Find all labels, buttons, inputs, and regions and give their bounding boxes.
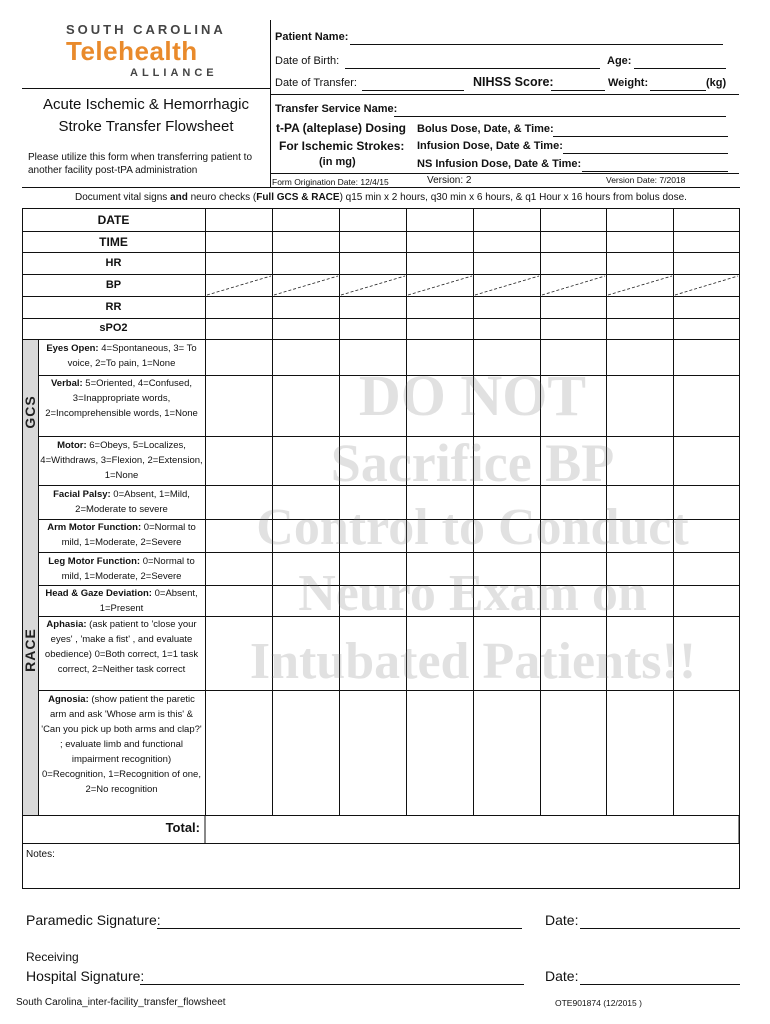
gcs-motor-title: Motor: [57,440,87,451]
tpa-line3: (in mg) [319,156,356,168]
nihss-label: NIHSS Score: [473,75,554,89]
hospital-date-field[interactable] [580,968,740,985]
version: Version: 2 [427,175,472,186]
row-label-bp: BP [105,279,122,291]
race-aphasia-title: Aphasia: [46,619,87,630]
form-title-line1: Acute Ischemic & Hemorrhagic [43,96,249,113]
notes-label: Notes: [26,849,55,860]
bolus-label: Bolus Dose, Date, & Time: [417,123,554,135]
doc-text-a: Document vital signs [75,192,171,203]
service-label: Transfer Service Name: [275,103,398,115]
watermark-line2: Sacrifice BP [330,433,615,493]
ns-label: NS Infusion Dose, Date & Time: [417,158,582,170]
row-label-date: DATE [97,213,130,227]
doc-text-b: and [170,192,188,203]
race-leg [40,554,203,584]
paramedic-date-label: Date: [545,912,579,928]
row-label-hr: HR [105,257,122,269]
gcs-verbal-text: 5=Oriented, 4=Confused, 3=Inappropriate words, 2=Incomprehensible words, 1=None [45,378,198,419]
hospital-signature-field[interactable] [140,968,524,985]
watermark-line5: Intubated Patients!! [249,633,697,690]
gcs-eyes-text: 4=Spontaneous, 3= To voice, 2=To pain, 1=None [67,343,197,369]
hospital-signature-label: Hospital Signature: [26,968,145,984]
row-label-time: TIME [99,235,128,249]
form-instructions: Please utilize this form when transferring patient to another facility post-tPA administration [28,152,252,176]
gcs-motor-text: 6=Obeys, 5=Localizes, 4=Withdraws, 3=Flexion, 2=Extension, 1=None [40,440,203,481]
race-facial [40,487,203,517]
infusion-label: Infusion Dose, Date & Time: [417,140,563,152]
race-facial-text: 0=Absent, 1=Mild, 2=Moderate to severe [75,489,190,515]
race-leg-title: Leg Motor Function: [48,556,141,567]
race-arm [40,520,203,550]
race-gaze-title: Head & Gaze Deviation: [45,588,152,599]
race-agnosia-title: Agnosia: [48,694,89,705]
race-agnosia [40,692,203,797]
version-date: Version Date: 7/2018 [606,175,686,185]
tpa-line2: For Ischemic Strokes: [279,139,405,153]
paramedic-signature-field[interactable] [157,912,522,929]
gcs-verbal-title: Verbal: [50,378,83,389]
footer-filename: South Carolina_inter-facility_transfer_flowsheet [16,997,226,1008]
gcs-eyes-title: Eyes Open: [46,343,99,354]
logo-telehealth: Telehealth [66,36,198,66]
logo-line3: ALLIANCE [130,67,218,79]
tpa-line1: t-PA (alteplase) Dosing [276,121,407,135]
origin-date: Form Origination Date: 12/4/15 [272,177,389,187]
patient-name-label: Patient Name: [275,31,349,43]
race-gaze-text: 0=Absent, 1=Present [99,588,198,614]
paramedic-signature-label: Paramedic Signature: [26,912,161,928]
race-leg-text: 0=Normal to mild, 1=Moderate, 2=Severe [61,556,195,582]
doc-text-e: ) q15 min x 2 hours, q30 min x 6 hours, & q1 Hour x 16 hours from bolus dose. [339,192,687,203]
race-arm-title: Arm Motor Function: [47,522,142,533]
race-arm-text: 0=Normal to mild, 1=Moderate, 2=Severe [61,522,196,548]
hospital-date-label: Date: [545,968,579,984]
watermark-line1: DO NOT [358,363,587,428]
gcs-motor [40,438,203,483]
dob-label: Date of Birth: [275,55,340,67]
footer-code: OTE901874 (12/2015 ) [555,998,642,1008]
weight-label: Weight: [608,77,649,89]
age-label: Age: [607,55,632,67]
paramedic-date-field[interactable] [580,912,740,929]
race-section-label: RACE [22,628,38,672]
receiving-label: Receiving [26,950,79,964]
gcs-verbal [40,376,203,421]
row-label-rr: RR [105,301,122,313]
total-label: Total: [165,820,200,835]
gcs-section-label: GCS [22,395,38,429]
form-title-line2: Stroke Transfer Flowsheet [58,118,234,135]
logo-line1: SOUTH CAROLINA [66,22,226,37]
watermark-line4: Neuro Exam on [298,565,647,622]
race-aphasia-text: (ask patient to 'close your eyes' , 'make a fist' , and evaluate obedience) 0=Both correct, 1=1 task correct, 2=Neither task correct [44,619,199,675]
weight-unit: (kg) [706,77,727,89]
race-gaze [40,586,203,616]
doc-text-c: neuro checks ( [187,192,257,203]
row-label-spo2: sPO2 [99,322,128,334]
race-agnosia-text: (show patient the paretic arm and ask 'Whose arm is this' & 'Can you pick up both arms and clap?' ; evaluate limb and functional impairment recognition) 0=Recognition, 1=Recognition of one, 2=No recognition [41,694,202,795]
transfer-date-label: Date of Transfer: [275,77,357,89]
race-facial-title: Facial Palsy: [53,489,111,500]
watermark-line3: Control to Conduct [256,499,689,556]
doc-text-d: Full GCS & RACE [256,192,340,203]
gcs-eyes [40,341,203,371]
